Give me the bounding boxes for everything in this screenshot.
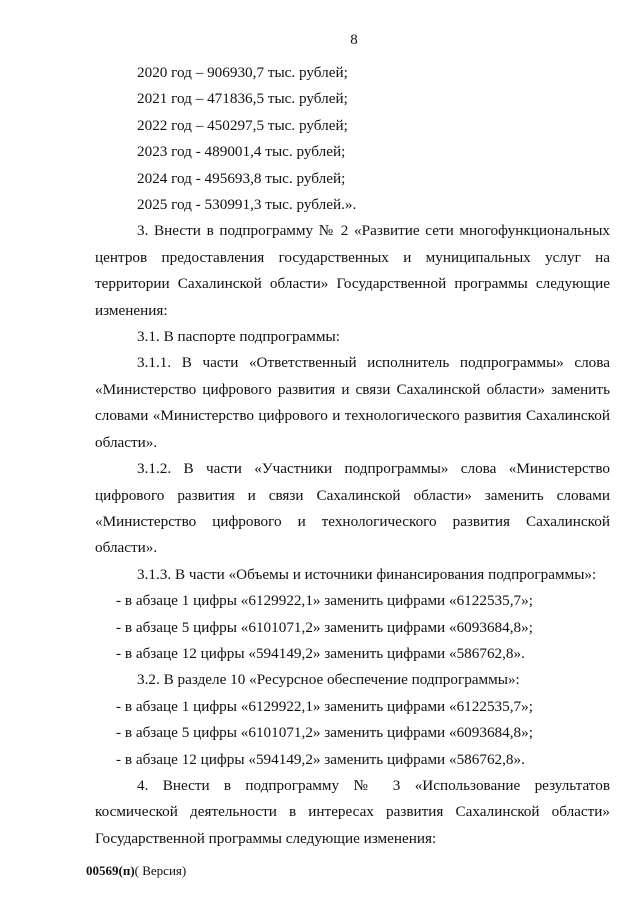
list-item-3-2-b: - в абзаце 5 цифры «6101071,2» заменить цифрами «6093684,8»; bbox=[116, 724, 533, 742]
funding-line-2022: 2022 год – 450297,5 тыс. рублей; bbox=[137, 116, 348, 134]
paragraph-item-3-1-2: 3.1.2. В части «Участники подпрограммы» слова «Министерство цифрового развития и связи Сахалинской области» заменить словами «Министерство цифрового и технологического развития Сахалинской области». bbox=[95, 460, 610, 557]
page-number: 8 bbox=[350, 32, 358, 48]
list-item-3-1-3-b: - в абзаце 5 цифры «6101071,2» заменить цифрами «6093684,8»; bbox=[116, 618, 533, 636]
list-item-3-2-a: - в абзаце 1 цифры «6129922,1» заменить цифрами «6122535,7»; bbox=[116, 697, 533, 715]
paragraph-item-3-2: 3.2. В разделе 10 «Ресурсное обеспечение подпрограммы»: bbox=[137, 671, 520, 689]
list-item-3-1-3-a: - в абзаце 1 цифры «6129922,1» заменить цифрами «6122535,7»; bbox=[116, 592, 533, 610]
paragraph-item-3-1-3: 3.1.3. В части «Объемы и источники финансирования подпрограммы»: bbox=[137, 565, 597, 583]
footer-version: ( Версия) bbox=[134, 863, 187, 878]
funding-line-2021: 2021 год – 471836,5 тыс. рублей; bbox=[137, 90, 348, 108]
paragraph-item-3: 3. Внести в подпрограмму № 2 «Развитие сети многофункциональных центров предоставления государственных и муниципальных услуг на территории Сахалинской области» Государственной программы следующие изменения: bbox=[95, 222, 610, 319]
document-footer bbox=[86, 863, 186, 879]
paragraph-item-3-1-1: 3.1.1. В части «Ответственный исполнитель подпрограммы» слова «Министерство цифрового развития и связи Сахалинской области» заменить словами «Министерство цифрового и технологического развития Сахалинской области». bbox=[95, 354, 610, 451]
footer-code: 00569(п) bbox=[86, 863, 135, 878]
paragraph-item-4: 4. Внести в подпрограмму № 3 «Использование результатов космической деятельности в интересах развития Сахалинской области» Государственной программы следующие изменения: bbox=[95, 776, 610, 847]
funding-line-2023: 2023 год - 489001,4 тыс. рублей; bbox=[137, 143, 346, 161]
paragraph-item-3-1: 3.1. В паспорте подпрограммы: bbox=[137, 328, 340, 346]
list-item-3-2-c: - в абзаце 12 цифры «594149,2» заменить цифрами «586762,8». bbox=[116, 750, 525, 768]
funding-line-2025: 2025 год - 530991,3 тыс. рублей.». bbox=[137, 196, 357, 214]
document-body bbox=[95, 60, 610, 852]
funding-line-2020: 2020 год – 906930,7 тыс. рублей; bbox=[137, 64, 348, 81]
list-item-3-1-3-c: - в абзаце 12 цифры «594149,2» заменить цифрами «586762,8». bbox=[116, 644, 525, 662]
funding-line-2024: 2024 год - 495693,8 тыс. рублей; bbox=[137, 169, 346, 187]
